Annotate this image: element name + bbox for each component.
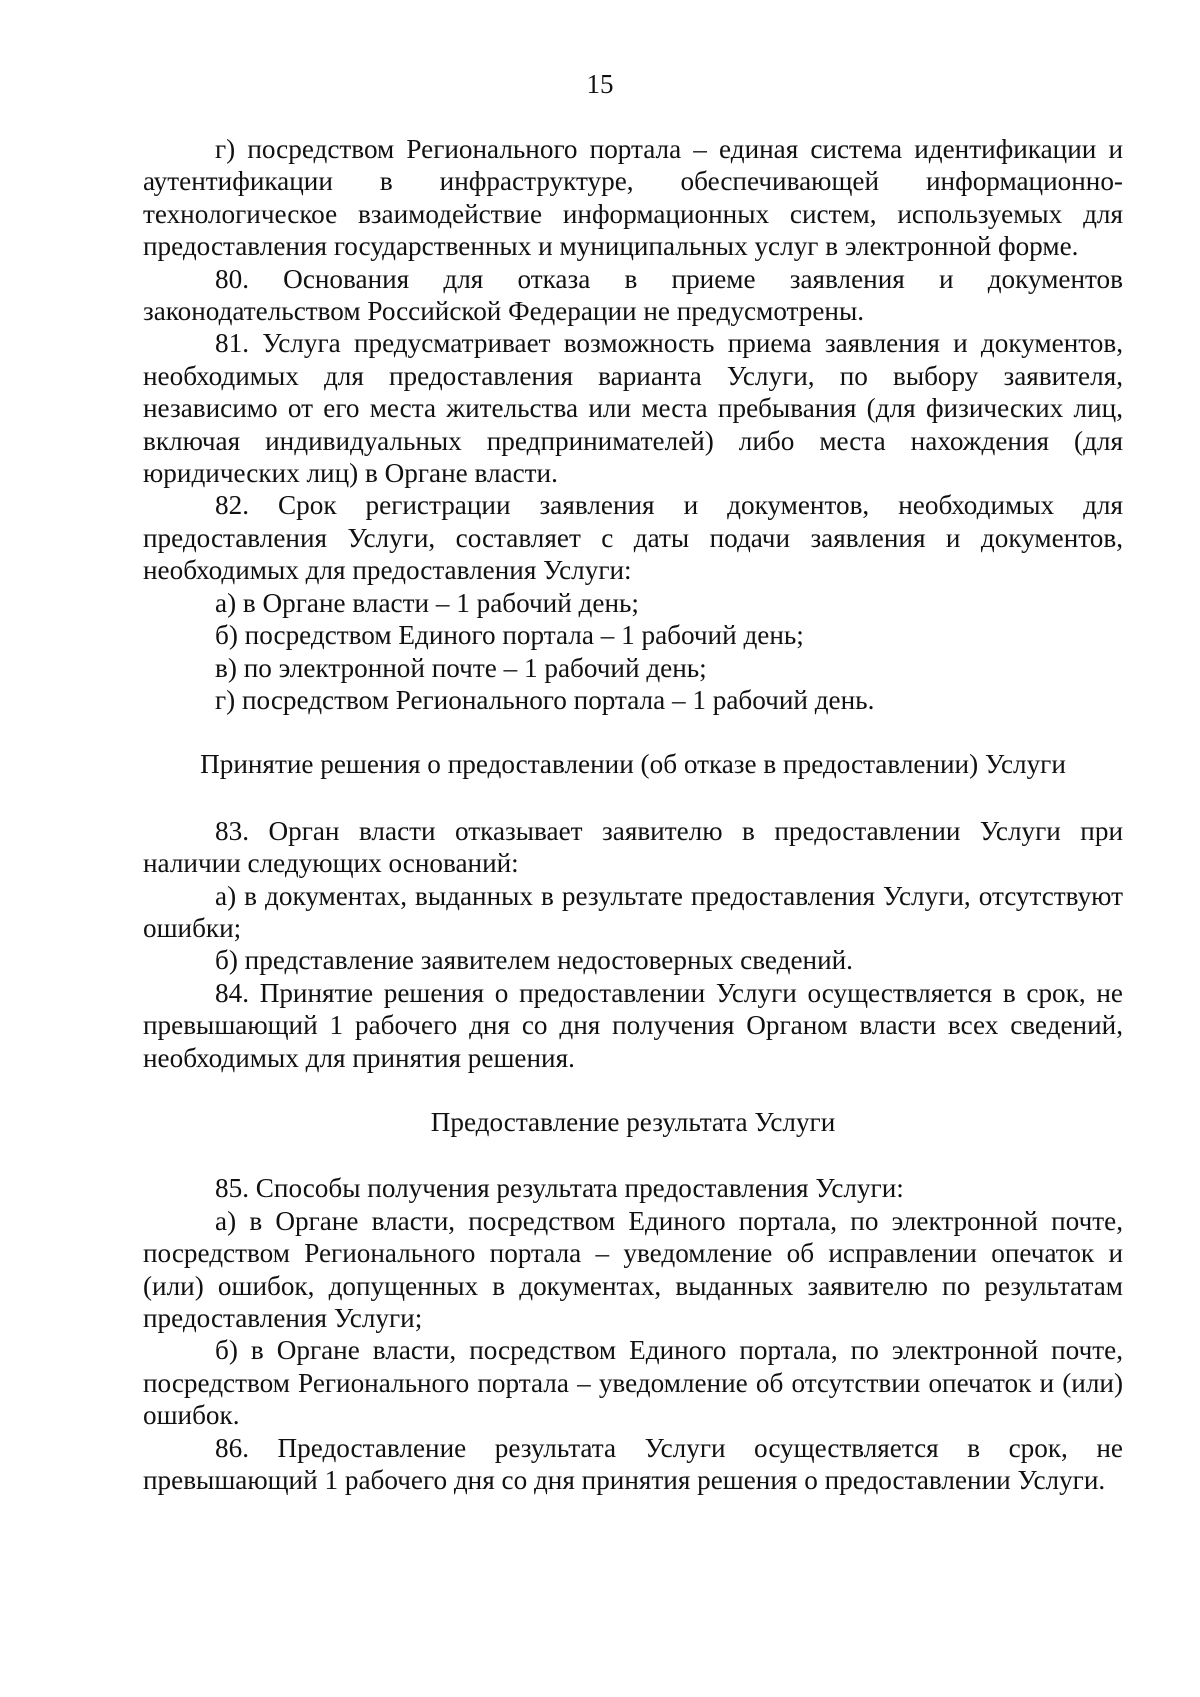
list-item-b: б) представление заявителем недостоверных сведений. — [215, 945, 853, 976]
document-body — [143, 133, 1123, 1496]
list-item-a: а) в Органе власти – 1 рабочий день; — [215, 587, 639, 618]
page-number: 15 — [586, 69, 614, 99]
spacer — [143, 1138, 1123, 1172]
paragraph-84: 84. Принятие решения о предоставлении Услуги осуществляется в срок, не превышающий 1 рабочего дня со дня получения Органом власти всех сведений, необходимых для принятия решения. — [143, 977, 1123, 1073]
paragraph-85: 85. Способы получения результата предоставления Услуги: — [215, 1173, 904, 1204]
list-item-v: в) по электронной почте – 1 рабочий день; — [215, 652, 707, 683]
paragraph-g-regional-portal: г) посредством Регионального портала – единая система идентификации и аутентификации в инфраструктуре, обеспечивающей информационно-технологическое взаимодействие информационных систем, используемых для предоставления государственных и муниципальных услуг в электронной форме. — [143, 134, 1123, 262]
paragraph-83: 83. Орган власти отказывает заявителю в предоставлении Услуги при наличии следующих оснований: — [143, 815, 1123, 879]
section-heading-result: Предоставление результата Услуги — [430, 1106, 836, 1137]
list-item-a: а) в Органе власти, посредством Единого портала, по электронной почте, посредством Регионального портала – уведомление об исправлении опечаток и (или) ошибок, допущенных в документах, выданных заявителю по результатам предоставления Услуги; — [143, 1205, 1123, 1333]
list-item-g: г) посредством Регионального портала – 1 рабочий день. — [215, 684, 875, 715]
list-item-b: б) в Органе власти, посредством Единого портала, по электронной почте, посредством Регионального портала – уведомление об отсутствии опечаток и (или) ошибок. — [143, 1335, 1123, 1431]
paragraph-86: 86. Предоставление результата Услуги осуществляется в срок, не превышающий 1 рабочего дня со дня принятия решения о предоставлении Услуги. — [143, 1432, 1123, 1496]
spacer — [143, 1074, 1123, 1106]
spacer — [143, 781, 1123, 815]
list-item-a: а) в документах, выданных в результате предоставления Услуги, отсутствуют ошибки; — [143, 880, 1123, 943]
spacer — [143, 716, 1123, 748]
paragraph-82: 82. Срок регистрации заявления и документов, необходимых для предоставления Услуги, составляет с даты подачи заявления и документов, необходимых для предоставления Услуги: — [143, 490, 1123, 586]
section-heading-decision: Принятие решения о предоставлении (об отказе в предоставлении) Услуги — [200, 749, 1066, 780]
paragraph-80: 80. Основания для отказа в приеме заявления и документов законодательством Российской Федерации не предусмотрены. — [143, 263, 1123, 327]
paragraph-81: 81. Услуга предусматривает возможность приема заявления и документов, необходимых для предоставления варианта Услуги, по выбору заявителя, независимо от его места жительства или места пребывания (для физических лиц, включая индивидуальных предпринимателей) либо места нахождения (для юридических лиц) в Органе власти. — [143, 328, 1123, 489]
list-item-b: б) посредством Единого портала – 1 рабочий день; — [215, 620, 804, 651]
